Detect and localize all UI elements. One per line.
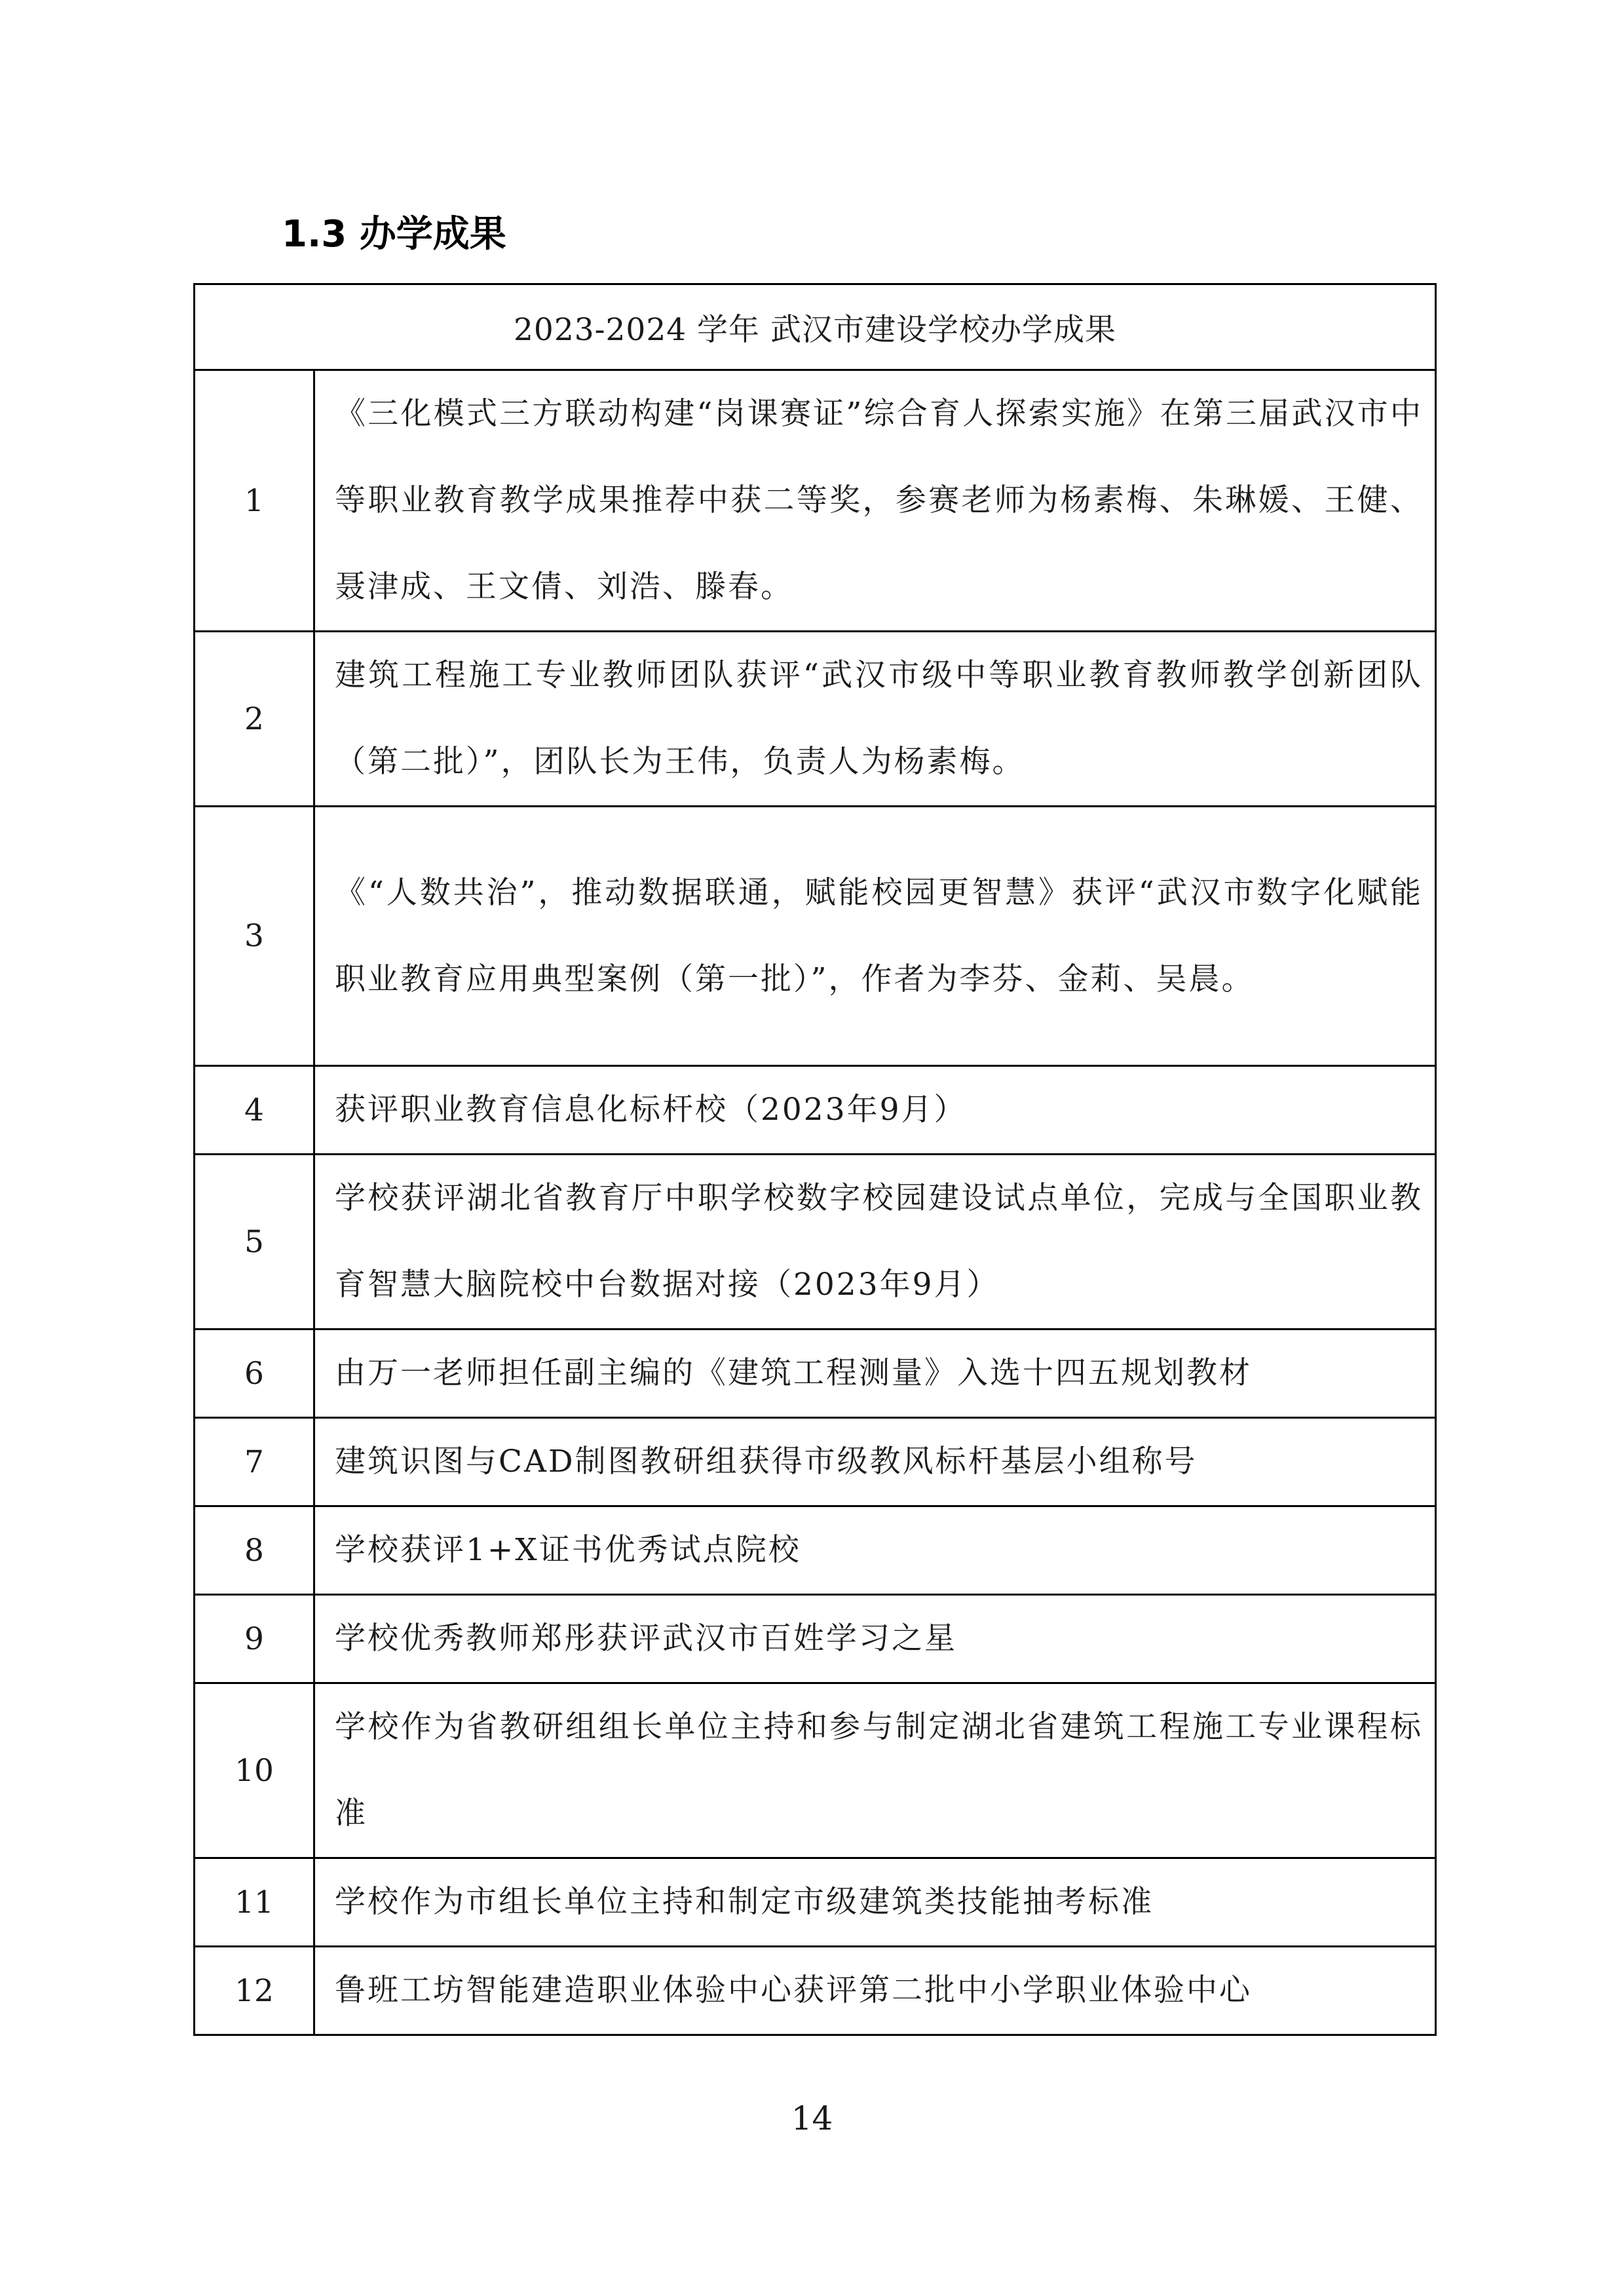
table-header-row [195, 284, 1436, 370]
row-text: 学校作为市组长单位主持和制定市级建筑类技能抽考标准 [314, 1858, 1436, 1947]
table-row [195, 807, 1436, 1066]
table-row [195, 1595, 1436, 1683]
row-number: 5 [195, 1155, 314, 1330]
table-row [195, 1155, 1436, 1330]
table-row [195, 370, 1436, 632]
section-heading: 1.3 办学成果 [282, 213, 506, 256]
table-row [195, 1066, 1436, 1155]
row-number: 9 [195, 1595, 314, 1683]
achievements-table [193, 283, 1437, 2036]
row-number: 12 [195, 1947, 314, 2035]
table-row [195, 1506, 1436, 1595]
row-text: 建筑工程施工专业教师团队获评“武汉市级中等职业教育教师教学创新团队（第二批）”，团队长为王伟，负责人为杨素梅。 [314, 632, 1436, 807]
row-text: 学校优秀教师郑彤获评武汉市百姓学习之星 [314, 1595, 1436, 1683]
table-row [195, 1418, 1436, 1506]
table-title: 2023-2024 学年 武汉市建设学校办学成果 [195, 284, 1436, 370]
row-text: 学校作为省教研组组长单位主持和参与制定湖北省建筑工程施工专业课程标准 [314, 1683, 1436, 1858]
page-number: 14 [791, 2099, 833, 2137]
row-number: 3 [195, 807, 314, 1066]
row-text: 建筑识图与CAD制图教研组获得市级教风标杆基层小组称号 [314, 1418, 1436, 1506]
row-text: 学校获评湖北省教育厅中职学校数字校园建设试点单位，完成与全国职业教育智慧大脑院校中台数据对接（2023年9月） [314, 1155, 1436, 1330]
row-text: 《“人数共治”，推动数据联通，赋能校园更智慧》获评“武汉市数字化赋能职业教育应用典型案例（第一批）”，作者为李芬、金莉、吴晨。 [314, 807, 1436, 1066]
table-row [195, 1947, 1436, 2035]
row-text: 由万一老师担任副主编的《建筑工程测量》入选十四五规划教材 [314, 1330, 1436, 1418]
row-text: 鲁班工坊智能建造职业体验中心获评第二批中小学职业体验中心 [314, 1947, 1436, 2035]
table-row [195, 1683, 1436, 1858]
table-row [195, 1858, 1436, 1947]
row-text: 学校获评1+X证书优秀试点院校 [314, 1506, 1436, 1595]
table-row [195, 1330, 1436, 1418]
row-number: 8 [195, 1506, 314, 1595]
row-number: 11 [195, 1858, 314, 1947]
row-number: 2 [195, 632, 314, 807]
row-number: 6 [195, 1330, 314, 1418]
row-number: 7 [195, 1418, 314, 1506]
row-text: 《三化模式三方联动构建“岗课赛证”综合育人探索实施》在第三届武汉市中等职业教育教学成果推荐中获二等奖，参赛老师为杨素梅、朱琳媛、王健、聂津成、王文倩、刘浩、滕春。 [314, 370, 1436, 632]
row-number: 4 [195, 1066, 314, 1155]
row-number: 1 [195, 370, 314, 632]
row-number: 10 [195, 1683, 314, 1858]
row-text: 获评职业教育信息化标杆校（2023年9月） [314, 1066, 1436, 1155]
table-row [195, 632, 1436, 807]
